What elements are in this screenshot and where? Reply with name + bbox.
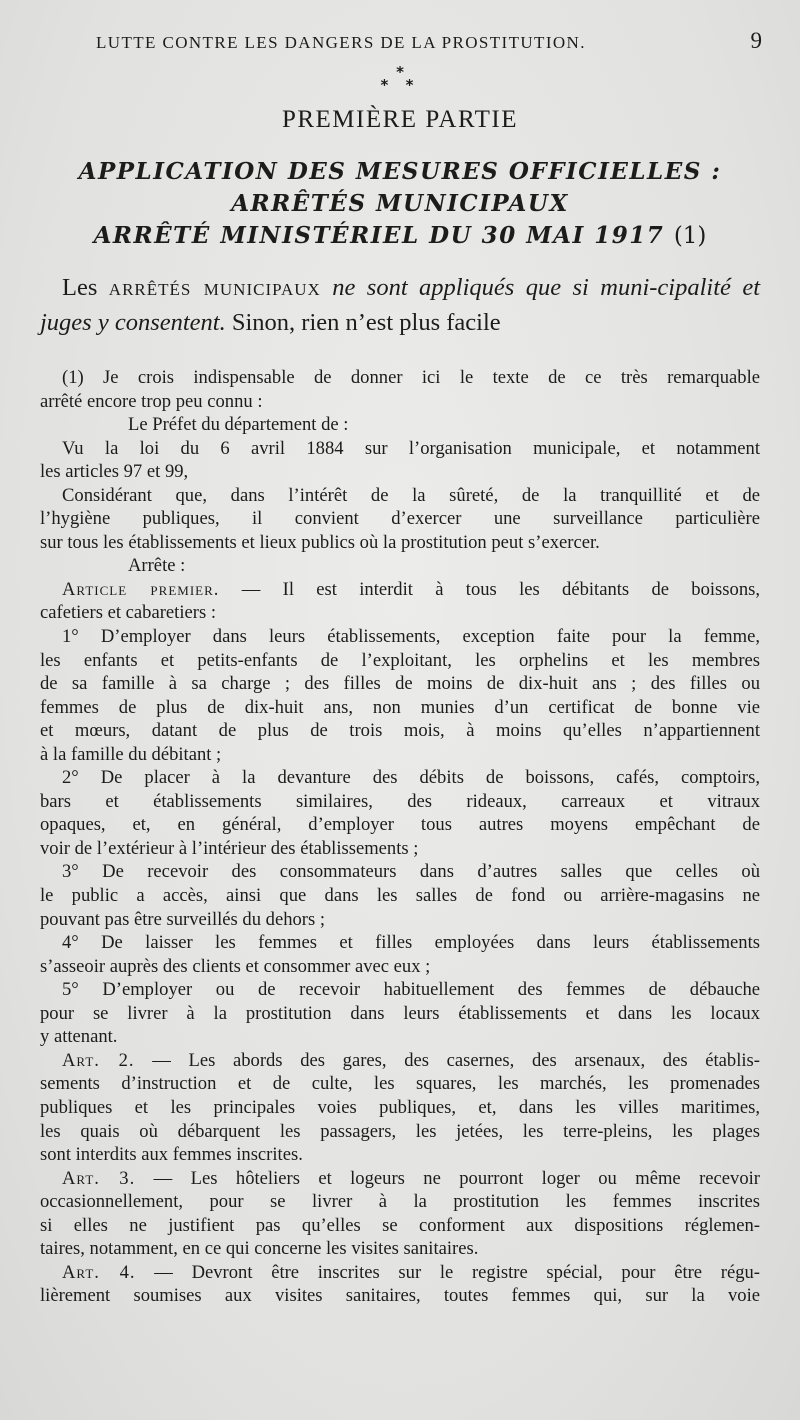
footnote-line bbox=[40, 531, 760, 555]
headline-line-1: APPLICATION DES MESURES OFFICIELLES : bbox=[78, 158, 722, 185]
footnote-line-text: sur tous les établissements et lieux publics où la prostitution peut s’exercer. bbox=[40, 531, 600, 553]
footnote-line bbox=[40, 601, 760, 625]
footnote-line bbox=[40, 1049, 760, 1073]
footnote-line-text: — Il est interdit à tous les débitants de boissons, bbox=[219, 578, 760, 600]
footnote-line bbox=[40, 1190, 760, 1214]
footnote-line-text: — Les abords des gares, des casernes, des arsenaux, des établis- bbox=[134, 1049, 760, 1071]
intro-lead: Les bbox=[62, 274, 98, 301]
footnote-line-text: y attenant. bbox=[40, 1026, 118, 1048]
footnote-line-text: lièrement soumises aux visites sanitaires, toutes femmes qui, sur la voie bbox=[40, 1285, 760, 1307]
article-label: Art. 3. bbox=[62, 1167, 136, 1189]
footnote-line-text: pour se livrer à la prostitution dans leurs établissements et dans les locaux bbox=[40, 1002, 760, 1024]
headline-line-3 bbox=[40, 220, 760, 252]
footnote-line bbox=[40, 366, 760, 390]
page-number: 9 bbox=[750, 28, 762, 53]
footnote-line-text: Le Préfet du département de : bbox=[128, 414, 349, 436]
footnote-line bbox=[40, 1025, 760, 1049]
footnote-line bbox=[40, 931, 760, 955]
footnote-line-text: — Les hôteliers et logeurs ne pourront loger ou même recevoir bbox=[135, 1167, 760, 1189]
footnote-line-text: les articles 97 et 99, bbox=[40, 461, 189, 483]
footnote-line-text: Vu la loi du 6 avril 1884 sur l’organisation municipale, et notamment bbox=[62, 437, 760, 459]
footnote-reference: (1) bbox=[673, 223, 707, 249]
article-label: Art. 4. bbox=[62, 1261, 136, 1283]
running-header bbox=[96, 28, 762, 54]
article-label: Article premier. bbox=[62, 578, 220, 600]
footnote-line-text: 4° De laisser les femmes et filles employées dans leurs établissements bbox=[62, 932, 760, 954]
footnote-line-text: femmes de plus de dix-huit ans, non munies d’un certificat de bonne vie bbox=[40, 696, 760, 718]
footnote-line-text: pouvant pas être surveillés du dehors ; bbox=[40, 908, 326, 930]
footnote-line-text: le public a accès, ainsi que dans les salles de fond ou arrière-magasins ne bbox=[40, 885, 760, 907]
footnote-line bbox=[40, 1096, 760, 1120]
footnote-line-text: 3° De recevoir des consommateurs dans d’autres salles que celles où bbox=[62, 861, 760, 883]
intro-small-caps: arrêtés municipaux bbox=[108, 274, 321, 301]
footnote-line-text: (1) Je crois indispensable de donner ici le texte de ce très remarquable bbox=[62, 367, 760, 388]
footnote-line bbox=[40, 1120, 760, 1144]
footnote-line bbox=[40, 554, 760, 578]
footnote-line bbox=[40, 625, 760, 649]
footnote-line bbox=[40, 884, 760, 908]
footnote-line bbox=[40, 1261, 760, 1285]
footnote-line bbox=[40, 578, 760, 602]
footnote-line-text: à la famille du débitant ; bbox=[40, 743, 222, 765]
asterism bbox=[40, 63, 760, 94]
footnote-line-text: cafetiers et cabaretiers : bbox=[40, 602, 217, 624]
footnote-line-text: arrêté encore trop peu connu : bbox=[40, 390, 263, 412]
footnote-line bbox=[40, 719, 760, 743]
footnote-line-text: 2° De placer à la devanture des débits de boissons, cafés, comptoirs, bbox=[62, 767, 760, 789]
footnote-line bbox=[40, 908, 760, 932]
footnote-line bbox=[40, 390, 760, 414]
headline-line-3-text: ARRÊTÉ MINISTÉRIEL DU 30 MAI 1917 bbox=[93, 222, 665, 249]
footnote-line-text: Arrête : bbox=[128, 555, 186, 577]
intro-italic: ne sont appliqués que si muni-cipalité et juges y consentent. bbox=[40, 274, 760, 336]
footnote-line bbox=[40, 766, 760, 790]
footnote-line-text: et mœurs, datant de plus de trois mois, à moins qu’elles n’appartiennent bbox=[40, 720, 760, 742]
footnote-line bbox=[40, 672, 760, 696]
footnote-line bbox=[40, 460, 760, 484]
footnote-line bbox=[40, 978, 760, 1002]
footnote-line-text: les quais où débarquent les passagers, les jetées, les terre-pleins, les plages bbox=[40, 1120, 760, 1142]
footnote-line-text: sont interdits aux femmes inscrites. bbox=[40, 1144, 303, 1166]
part-title: PREMIÈRE PARTIE bbox=[281, 106, 519, 133]
footnote-line bbox=[40, 1167, 760, 1191]
footnote-line-text: taires, notamment, en ce qui concerne les visites sanitaires. bbox=[40, 1238, 479, 1260]
footnote-line-text: voir de l’extérieur à l’intérieur des établissements ; bbox=[40, 837, 419, 859]
article-label: Art. 2. bbox=[62, 1049, 135, 1071]
footnote-line bbox=[40, 696, 760, 720]
footnote-line bbox=[40, 507, 760, 531]
footnote-line-text: occasionnellement, pour se livrer à la prostitution les femmes inscrites bbox=[40, 1191, 760, 1213]
footnote-line bbox=[40, 790, 760, 814]
footnote-line-text: sements d’instruction et de culte, les squares, les marchés, les promenades bbox=[40, 1073, 760, 1095]
footnote-line bbox=[40, 1002, 760, 1026]
intro-paragraph bbox=[40, 270, 760, 340]
section-headline bbox=[40, 156, 760, 252]
footnote-line bbox=[40, 649, 760, 673]
footnote-line bbox=[40, 1237, 760, 1261]
footnote-line-text: — Devront être inscrites sur le registre spécial, pour être régu- bbox=[135, 1261, 760, 1283]
running-title: LUTTE CONTRE LES DANGERS DE LA PROSTITUTION. bbox=[96, 33, 586, 52]
asterism-bottom: * * bbox=[380, 76, 420, 94]
footnote-line bbox=[40, 413, 760, 437]
footnote-line-text: publiques et les principales voies publiques, et, dans les villes maritimes, bbox=[40, 1096, 760, 1118]
footnote-line bbox=[40, 955, 760, 979]
footnote-line-text: l’hygiène publiques, il convient d’exercer une surveillance particulière bbox=[40, 508, 760, 530]
footnote-line-text: opaques, et, en général, d’employer tous autres moyens empêchant de bbox=[40, 814, 760, 836]
footnote-line-text: 5° D’employer ou de recevoir habituellement des femmes de débauche bbox=[62, 979, 760, 1001]
footnote-line-text: si elles ne justifient pas qu’elles se conforment aux dispositions réglemen- bbox=[40, 1214, 760, 1236]
footnote-line bbox=[40, 1143, 760, 1167]
headline-line-2: ARRÊTÉS MUNICIPAUX bbox=[231, 190, 569, 217]
footnote-line-text: s’asseoir auprès des clients et consommer avec eux ; bbox=[40, 955, 431, 977]
footnote-line bbox=[40, 1214, 760, 1238]
footnote-line-text: 1° D’employer dans leurs établissements, exception faite pour la femme, bbox=[62, 626, 760, 648]
footnote-line bbox=[40, 437, 760, 461]
asterism-top: * bbox=[396, 63, 404, 81]
footnote-line-text: Considérant que, dans l’intérêt de la sûreté, de la tranquillité et de bbox=[62, 484, 760, 506]
footnote-line bbox=[40, 1284, 760, 1308]
footnote-line-text: les enfants et petits-enfants de l’exploitant, les orphelins et les membres bbox=[40, 649, 760, 671]
footnote-line bbox=[40, 1072, 760, 1096]
footnote-line-text: bars et établissements similaires, des rideaux, carreaux et vitraux bbox=[40, 790, 760, 812]
footnote bbox=[40, 366, 760, 1308]
footnote-line bbox=[40, 813, 760, 837]
footnote-line bbox=[40, 743, 760, 767]
footnote-line-text: de sa famille à sa charge ; des filles de moins de dix-huit ans ; des filles ou bbox=[40, 673, 760, 695]
footnote-line bbox=[40, 860, 760, 884]
intro-rest: Sinon, rien n’est plus facile bbox=[231, 309, 501, 336]
footnote-line bbox=[40, 484, 760, 508]
footnote-line bbox=[40, 837, 760, 861]
